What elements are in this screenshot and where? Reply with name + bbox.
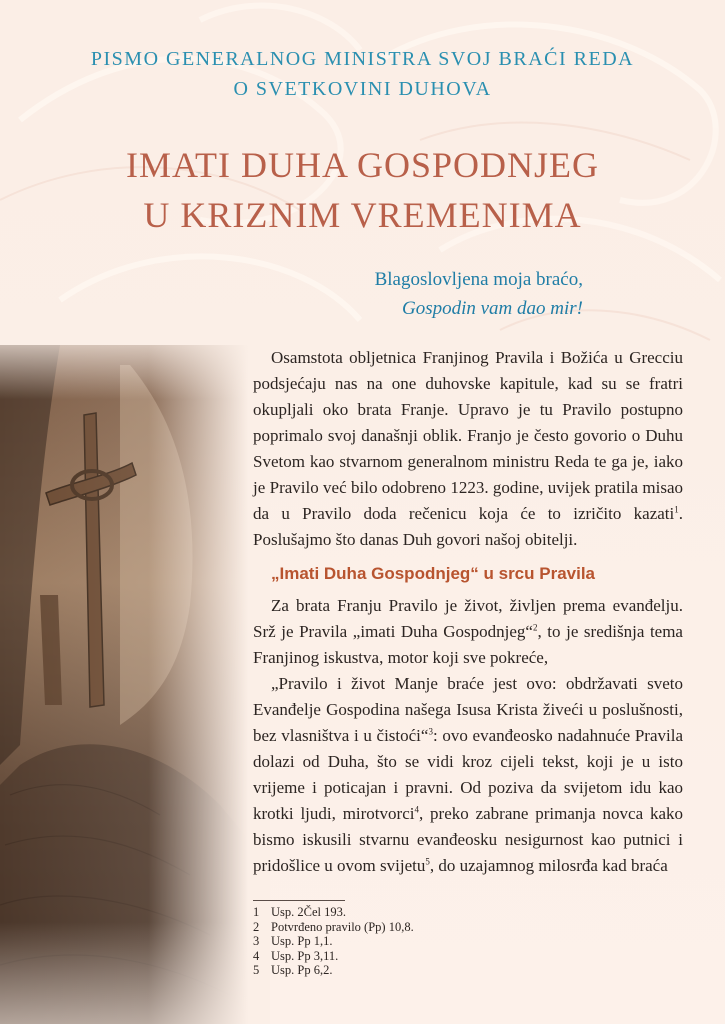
section-heading: „Imati Duha Gospodnjeg“ u srcu Pravila xyxy=(271,564,596,583)
footnote-text: Potvrđeno pravilo (Pp) 10,8. xyxy=(271,919,414,934)
footnote-ref-3[interactable]: 3 xyxy=(428,726,433,737)
footnote-number: 5 xyxy=(253,963,260,977)
paragraph-3 xyxy=(253,671,683,879)
footnote-text: Usp. Pp 1,1. xyxy=(271,934,333,948)
paragraph-3-text: : ovo evanđeosko nadahnuće Pravila dolazi od Duha, što se vidi kroz cijeli tekst, koji je u isto vrijeme i poticajan i pravni. Od poziva da svijetom idu kao krotki ljudi, mirotvorci xyxy=(253,726,684,823)
footnote-ref-2[interactable]: 2 xyxy=(532,622,538,633)
footnote-number: 1 xyxy=(253,905,260,919)
cave-cross-photo xyxy=(0,345,270,1024)
title-line-2: U KRIZNIM VREMENIMA xyxy=(143,195,582,235)
footnote-divider xyxy=(253,900,345,901)
footnote-item xyxy=(253,905,553,920)
paragraph-3-quote: „Pravilo i život Manje braće jest ovo: obdržavati sveto Evanđelje Gospodina našega Isusa Krista živeći u poslušnosti, bez vlasništva i u čistoći“ xyxy=(253,674,683,745)
paragraph-2-text: Za brata Franju Pravilo je život, življen prema evanđelju. Srž je Pravila „imati Duha Gospodnjeg“ xyxy=(253,596,683,641)
greeting-line-2: Gospodin vam dao mir! xyxy=(401,298,583,319)
footnote-text: Usp. Pp 3,11. xyxy=(271,948,339,963)
footnotes xyxy=(253,900,553,978)
footnote-text: Usp. Pp 6,2. xyxy=(271,963,333,977)
paragraph-3-text-3: , do uzajamnog milosrđa kad braća xyxy=(429,856,668,875)
subtitle-line-1: PISMO GENERALNOG MINISTRA SVOJ BRAĆI REDA xyxy=(90,48,635,70)
paragraph-1-text-end: . Poslušajmo što danas Duh govori našoj obitelji. xyxy=(253,504,683,549)
footnote-number: 4 xyxy=(253,948,260,963)
title-line-1: IMATI DUHA GOSPODNJEG xyxy=(125,145,600,185)
footnote-item xyxy=(253,963,553,978)
footnote-text: Usp. 2Čel 193. xyxy=(271,905,346,919)
greeting xyxy=(375,265,583,323)
paragraph-1 xyxy=(253,345,683,553)
subtitle-line-2: O SVETKOVINI DUHOVA xyxy=(233,78,492,100)
paragraph-2-text-end: , to je središnja tema Franjinog iskustva, motor koji sve pokreće, xyxy=(253,622,683,667)
footnote-ref-4[interactable]: 4 xyxy=(414,804,419,815)
paragraph-1-text: Osamstota obljetnica Franjinog Pravila i Božića u Grecciu podsjećaju nas na one duhovske kapitule, kad su se fratri okupljali oko brata Franje. Upravo je tu Pravilo postupno poprimalo svoj današnji oblik. Franjo je često govorio o Duhu Svetom kao stvarnom generalnom ministru Reda te ga je, iako je Pravilo već bilo odobreno 1223. godine, uvijek pratila misao da u Pravilo doda rečenicu koja će to izričito kazati xyxy=(253,348,683,523)
footnote-number: 2 xyxy=(253,919,260,934)
footnote-ref-1[interactable]: 1 xyxy=(674,504,679,515)
footnote-item xyxy=(253,920,553,935)
letter-body xyxy=(253,345,683,879)
page-title xyxy=(0,140,725,240)
greeting-line-1: Blagoslovljena moja braćo, xyxy=(374,269,583,290)
paragraph-2 xyxy=(253,593,683,671)
footnote-number: 3 xyxy=(253,934,260,948)
footnote-ref-5[interactable]: 5 xyxy=(425,856,430,867)
footnote-item xyxy=(253,949,553,964)
letter-subtitle xyxy=(0,44,725,104)
paragraph-3-text-2: , preko zabrane primanja novca kako bismo iskusili stvarnu evanđeosku nesigurnost kao putnici i pridošlice u ovom svijetu xyxy=(253,804,683,875)
footnote-item xyxy=(253,934,553,949)
